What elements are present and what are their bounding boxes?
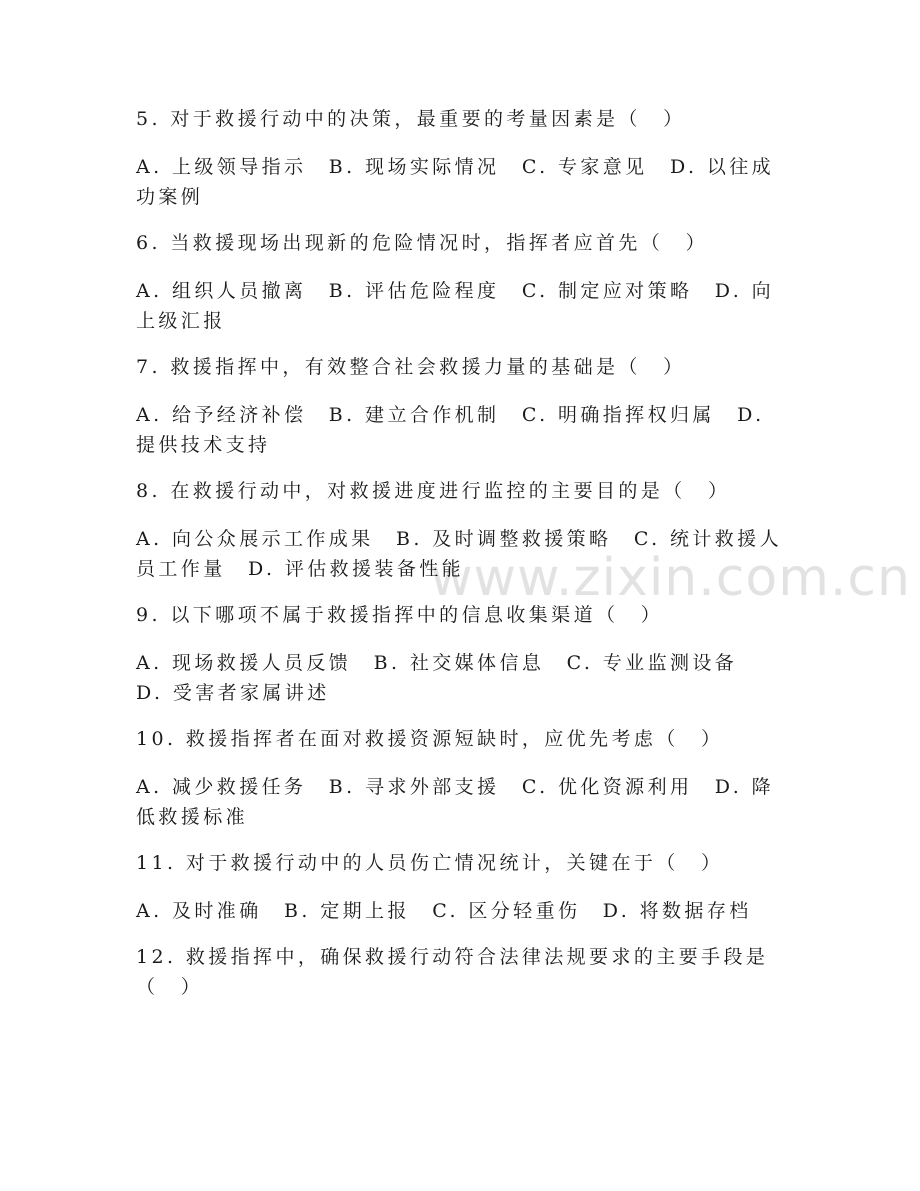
question-text: 11. 对于救援行动中的人员伤亡情况统计，关键在于（ ） [136, 852, 724, 874]
question-item [136, 476, 786, 584]
question-item [136, 228, 786, 336]
question-options: A. 减少救援任务 B. 寻求外部支援 C. 优化资源利用 D. 降低救援标准 [136, 776, 775, 828]
question-options: A. 现场救援人员反馈 B. 社交媒体信息 C. 专业监测设备 D. 受害者家属讲述 [136, 652, 760, 704]
question-text: 10. 救援指挥者在面对救援资源短缺时，应优先考虑（ ） [136, 728, 724, 750]
question-options: A. 给予经济补偿 B. 建立合作机制 C. 明确指挥权归属 D. 提供技术支持 [136, 404, 775, 456]
question-item [136, 848, 786, 926]
question-options: A. 向公众展示工作成果 B. 及时调整救援策略 C. 统计救援人员工作量 D. 评估救援装备性能 [136, 528, 782, 580]
question-text: 9. 以下哪项不属于救援指挥中的信息收集渠道（ ） [136, 604, 664, 626]
question-text: 12. 救援指挥中，确保救援行动符合法律法规要求的主要手段是（ ） [136, 946, 769, 998]
question-text: 8. 在救援行动中，对救援进度进行监控的主要目的是（ ） [136, 480, 731, 502]
question-item [136, 104, 786, 212]
question-list [136, 104, 786, 1020]
question-text: 7. 救援指挥中，有效整合社会救援力量的基础是（ ） [136, 356, 686, 378]
question-item [136, 724, 786, 832]
question-item [136, 942, 786, 1002]
question-options: A. 及时准确 B. 定期上报 C. 区分轻重伤 D. 将数据存档 [136, 900, 752, 922]
question-text: 5. 对于救援行动中的决策，最重要的考量因素是（ ） [136, 108, 686, 130]
question-options: A. 上级领导指示 B. 现场实际情况 C. 专家意见 D. 以往成功案例 [136, 156, 775, 208]
question-text: 6. 当救援现场出现新的危险情况时，指挥者应首先（ ） [136, 232, 708, 254]
question-item [136, 600, 786, 708]
question-options: A. 组织人员撤离 B. 评估危险程度 C. 制定应对策略 D. 向上级汇报 [136, 280, 775, 332]
watermark: www.zixin.com.cn [430, 548, 911, 608]
question-item [136, 352, 786, 460]
